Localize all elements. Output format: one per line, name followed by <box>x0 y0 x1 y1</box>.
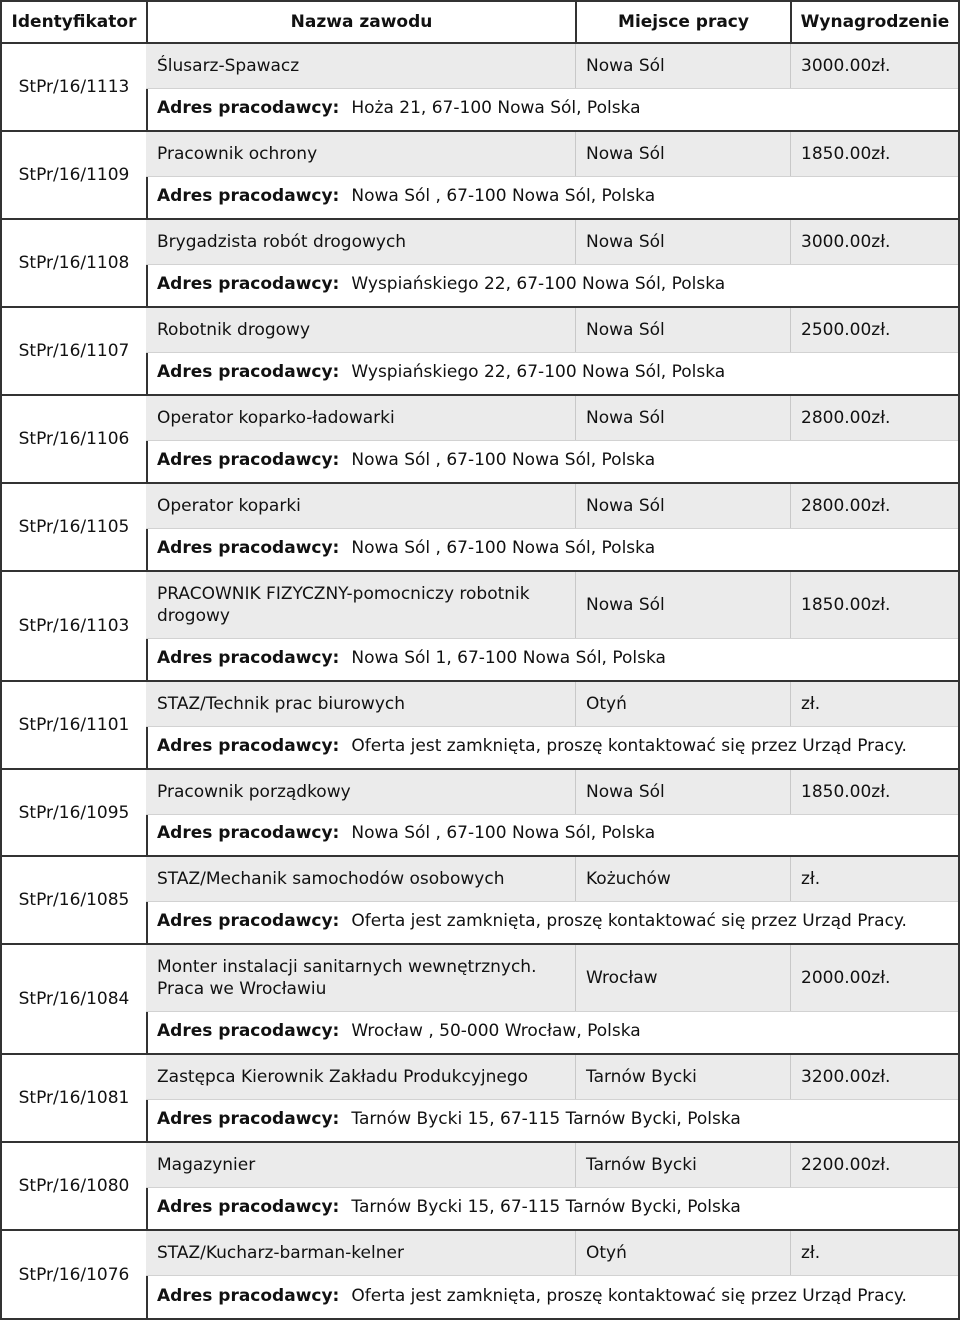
workplace: Otyń <box>586 1243 627 1263</box>
address-label: Adres pracodawcy: <box>157 186 340 206</box>
column-divider <box>790 396 791 440</box>
job-name: Monter instalacji sanitarnych wewnętrznych. Praca we Wrocławiu <box>157 957 537 999</box>
address-label: Adres pracodawcy: <box>157 736 340 756</box>
address-label: Adres pracodawcy: <box>157 911 340 931</box>
offer-id: StPr/16/1101 <box>0 682 148 770</box>
address-label: Adres pracodawcy: <box>157 450 340 470</box>
employer-address-line <box>157 1274 958 1318</box>
address-label: Adres pracodawcy: <box>157 1021 340 1041</box>
offer-id: StPr/16/1103 <box>0 572 148 682</box>
job-name: Pracownik ochrony <box>157 144 318 164</box>
employer-address: Nowa Sól , 67-100 Nowa Sól, Polska <box>351 538 656 558</box>
job-name: Magazynier <box>157 1155 256 1175</box>
offer-row <box>146 770 960 857</box>
salary: 2500.00zł. <box>801 320 891 340</box>
address-label: Adres pracodawcy: <box>157 274 340 294</box>
workplace: Nowa Sól <box>586 144 665 164</box>
column-divider <box>790 484 791 528</box>
column-divider <box>575 132 576 176</box>
employer-address: Wyspiańskiego 22, 67-100 Nowa Sól, Polska <box>351 274 726 294</box>
job-name: STAZ/Technik prac biurowych <box>157 694 406 714</box>
workplace: Nowa Sól <box>586 56 665 76</box>
employer-address: Oferta jest zamknięta, proszę kontaktować się przez Urząd Pracy. <box>351 1286 907 1306</box>
employer-address: Nowa Sól , 67-100 Nowa Sól, Polska <box>351 450 656 470</box>
employer-address-line <box>157 350 958 394</box>
offer-id: StPr/16/1109 <box>0 132 148 220</box>
salary: 2800.00zł. <box>801 408 891 428</box>
offer-summary <box>146 132 958 177</box>
job-name: STAZ/Kucharz-barman-kelner <box>157 1243 404 1263</box>
salary: zł. <box>801 1243 821 1263</box>
column-divider <box>575 308 576 352</box>
header-workplace: Miejsce pracy <box>575 0 792 44</box>
salary: 1850.00zł. <box>801 144 891 164</box>
salary: zł. <box>801 694 821 714</box>
address-label: Adres pracodawcy: <box>157 823 340 843</box>
offer-id: StPr/16/1105 <box>0 484 148 572</box>
offer-summary <box>146 1143 958 1188</box>
column-divider <box>575 396 576 440</box>
employer-address: Tarnów Bycki 15, 67-115 Tarnów Bycki, Polska <box>351 1109 741 1129</box>
offer-id: StPr/16/1080 <box>0 1143 148 1231</box>
column-divider <box>575 682 576 726</box>
employer-address: Tarnów Bycki 15, 67-115 Tarnów Bycki, Polska <box>351 1197 741 1217</box>
offer-summary <box>146 396 958 441</box>
offer-summary <box>146 44 958 89</box>
job-name: Ślusarz-Spawacz <box>157 56 300 76</box>
offer-summary <box>146 308 958 353</box>
employer-address: Nowa Sól , 67-100 Nowa Sól, Polska <box>351 186 656 206</box>
offer-id: StPr/16/1095 <box>0 770 148 857</box>
employer-address-line <box>157 526 958 570</box>
column-divider <box>575 220 576 264</box>
column-divider <box>790 770 791 814</box>
employer-address-line <box>157 811 958 855</box>
workplace: Kożuchów <box>586 869 671 889</box>
offer-summary <box>146 945 958 1012</box>
offer-summary <box>146 1231 958 1276</box>
address-label: Adres pracodawcy: <box>157 362 340 382</box>
column-divider <box>790 132 791 176</box>
offer-row <box>146 308 960 396</box>
workplace: Nowa Sól <box>586 595 665 615</box>
employer-address: Wrocław , 50-000 Wrocław, Polska <box>351 1021 641 1041</box>
offer-id: StPr/16/1085 <box>0 857 148 945</box>
column-divider <box>575 1055 576 1099</box>
employer-address-line <box>157 1185 958 1229</box>
offer-row <box>146 857 960 945</box>
job-name: Operator koparko-ładowarki <box>157 408 395 428</box>
offer-summary <box>146 572 958 639</box>
employer-address-line <box>157 1097 958 1141</box>
column-divider <box>575 484 576 528</box>
job-name: PRACOWNIK FIZYCZNY-pomocniczy robotnik drogowy <box>157 584 530 626</box>
employer-address: Nowa Sól , 67-100 Nowa Sól, Polska <box>351 823 656 843</box>
offer-row <box>146 220 960 308</box>
offer-id: StPr/16/1108 <box>0 220 148 308</box>
workplace: Nowa Sól <box>586 782 665 802</box>
job-name: Brygadzista robót drogowych <box>157 232 407 252</box>
offer-row <box>146 484 960 572</box>
offer-summary <box>146 484 958 529</box>
column-divider <box>790 1055 791 1099</box>
salary: 2800.00zł. <box>801 496 891 516</box>
employer-address-line <box>157 438 958 482</box>
workplace: Nowa Sól <box>586 320 665 340</box>
employer-address-line <box>157 174 958 218</box>
column-divider <box>575 945 576 1011</box>
offer-summary <box>146 857 958 902</box>
salary: 3000.00zł. <box>801 56 891 76</box>
workplace: Tarnów Bycki <box>586 1067 697 1087</box>
employer-address-line <box>157 899 958 943</box>
offer-id: StPr/16/1084 <box>0 945 148 1055</box>
column-divider <box>575 572 576 638</box>
salary: 3200.00zł. <box>801 1067 891 1087</box>
column-divider <box>575 770 576 814</box>
offer-row <box>146 945 960 1055</box>
offer-id: StPr/16/1107 <box>0 308 148 396</box>
workplace: Nowa Sól <box>586 232 665 252</box>
address-label: Adres pracodawcy: <box>157 1109 340 1129</box>
employer-address-line <box>157 636 958 680</box>
column-divider <box>575 44 576 88</box>
job-name: Operator koparki <box>157 496 301 516</box>
offer-row <box>146 44 960 132</box>
column-divider <box>575 1143 576 1187</box>
offer-summary <box>146 1055 958 1100</box>
column-divider <box>790 1143 791 1187</box>
employer-address: Oferta jest zamknięta, proszę kontaktować się przez Urząd Pracy. <box>351 911 907 931</box>
header-id: Identyfikator <box>0 0 148 44</box>
offer-summary <box>146 220 958 265</box>
employer-address: Nowa Sól 1, 67-100 Nowa Sól, Polska <box>351 648 666 668</box>
column-divider <box>790 857 791 901</box>
offer-row <box>146 1055 960 1143</box>
header-job-name: Nazwa zawodu <box>146 0 577 44</box>
employer-address: Oferta jest zamknięta, proszę kontaktować się przez Urząd Pracy. <box>351 736 907 756</box>
workplace: Otyń <box>586 694 627 714</box>
employer-address-line <box>157 724 958 768</box>
offer-summary <box>146 682 958 727</box>
employer-address-line <box>157 86 958 130</box>
address-label: Adres pracodawcy: <box>157 1286 340 1306</box>
column-divider <box>790 1231 791 1275</box>
column-divider <box>790 945 791 1011</box>
offer-row <box>146 396 960 484</box>
offer-id: StPr/16/1113 <box>0 44 148 132</box>
workplace: Nowa Sól <box>586 496 665 516</box>
salary: 2000.00zł. <box>801 968 891 988</box>
column-divider <box>790 308 791 352</box>
column-divider <box>790 44 791 88</box>
employer-address-line <box>157 1009 958 1053</box>
offer-row <box>146 1231 960 1320</box>
address-label: Adres pracodawcy: <box>157 1197 340 1217</box>
salary: 2200.00zł. <box>801 1155 891 1175</box>
column-divider <box>790 220 791 264</box>
column-divider <box>575 857 576 901</box>
column-divider <box>790 572 791 638</box>
address-label: Adres pracodawcy: <box>157 98 340 118</box>
job-name: Zastępca Kierownik Zakładu Produkcyjnego <box>157 1067 529 1087</box>
workplace: Wrocław <box>586 968 658 988</box>
offer-row <box>146 682 960 770</box>
offer-id: StPr/16/1106 <box>0 396 148 484</box>
column-divider <box>575 1231 576 1275</box>
offer-row <box>146 572 960 682</box>
offer-id: StPr/16/1076 <box>0 1231 148 1320</box>
salary: 1850.00zł. <box>801 782 891 802</box>
salary: 1850.00zł. <box>801 595 891 615</box>
employer-address: Hoża 21, 67-100 Nowa Sól, Polska <box>351 98 641 118</box>
job-name: STAZ/Mechanik samochodów osobowych <box>157 869 505 889</box>
salary: zł. <box>801 869 821 889</box>
workplace: Tarnów Bycki <box>586 1155 697 1175</box>
offer-row <box>146 132 960 220</box>
offer-summary <box>146 770 958 815</box>
salary: 3000.00zł. <box>801 232 891 252</box>
offer-id: StPr/16/1081 <box>0 1055 148 1143</box>
employer-address-line <box>157 262 958 306</box>
workplace: Nowa Sól <box>586 408 665 428</box>
offer-row <box>146 1143 960 1231</box>
address-label: Adres pracodawcy: <box>157 648 340 668</box>
employer-address: Wyspiańskiego 22, 67-100 Nowa Sól, Polska <box>351 362 726 382</box>
header-salary: Wynagrodzenie <box>790 0 960 44</box>
job-name: Robotnik drogowy <box>157 320 311 340</box>
column-divider <box>790 682 791 726</box>
job-name: Pracownik porządkowy <box>157 782 351 802</box>
address-label: Adres pracodawcy: <box>157 538 340 558</box>
